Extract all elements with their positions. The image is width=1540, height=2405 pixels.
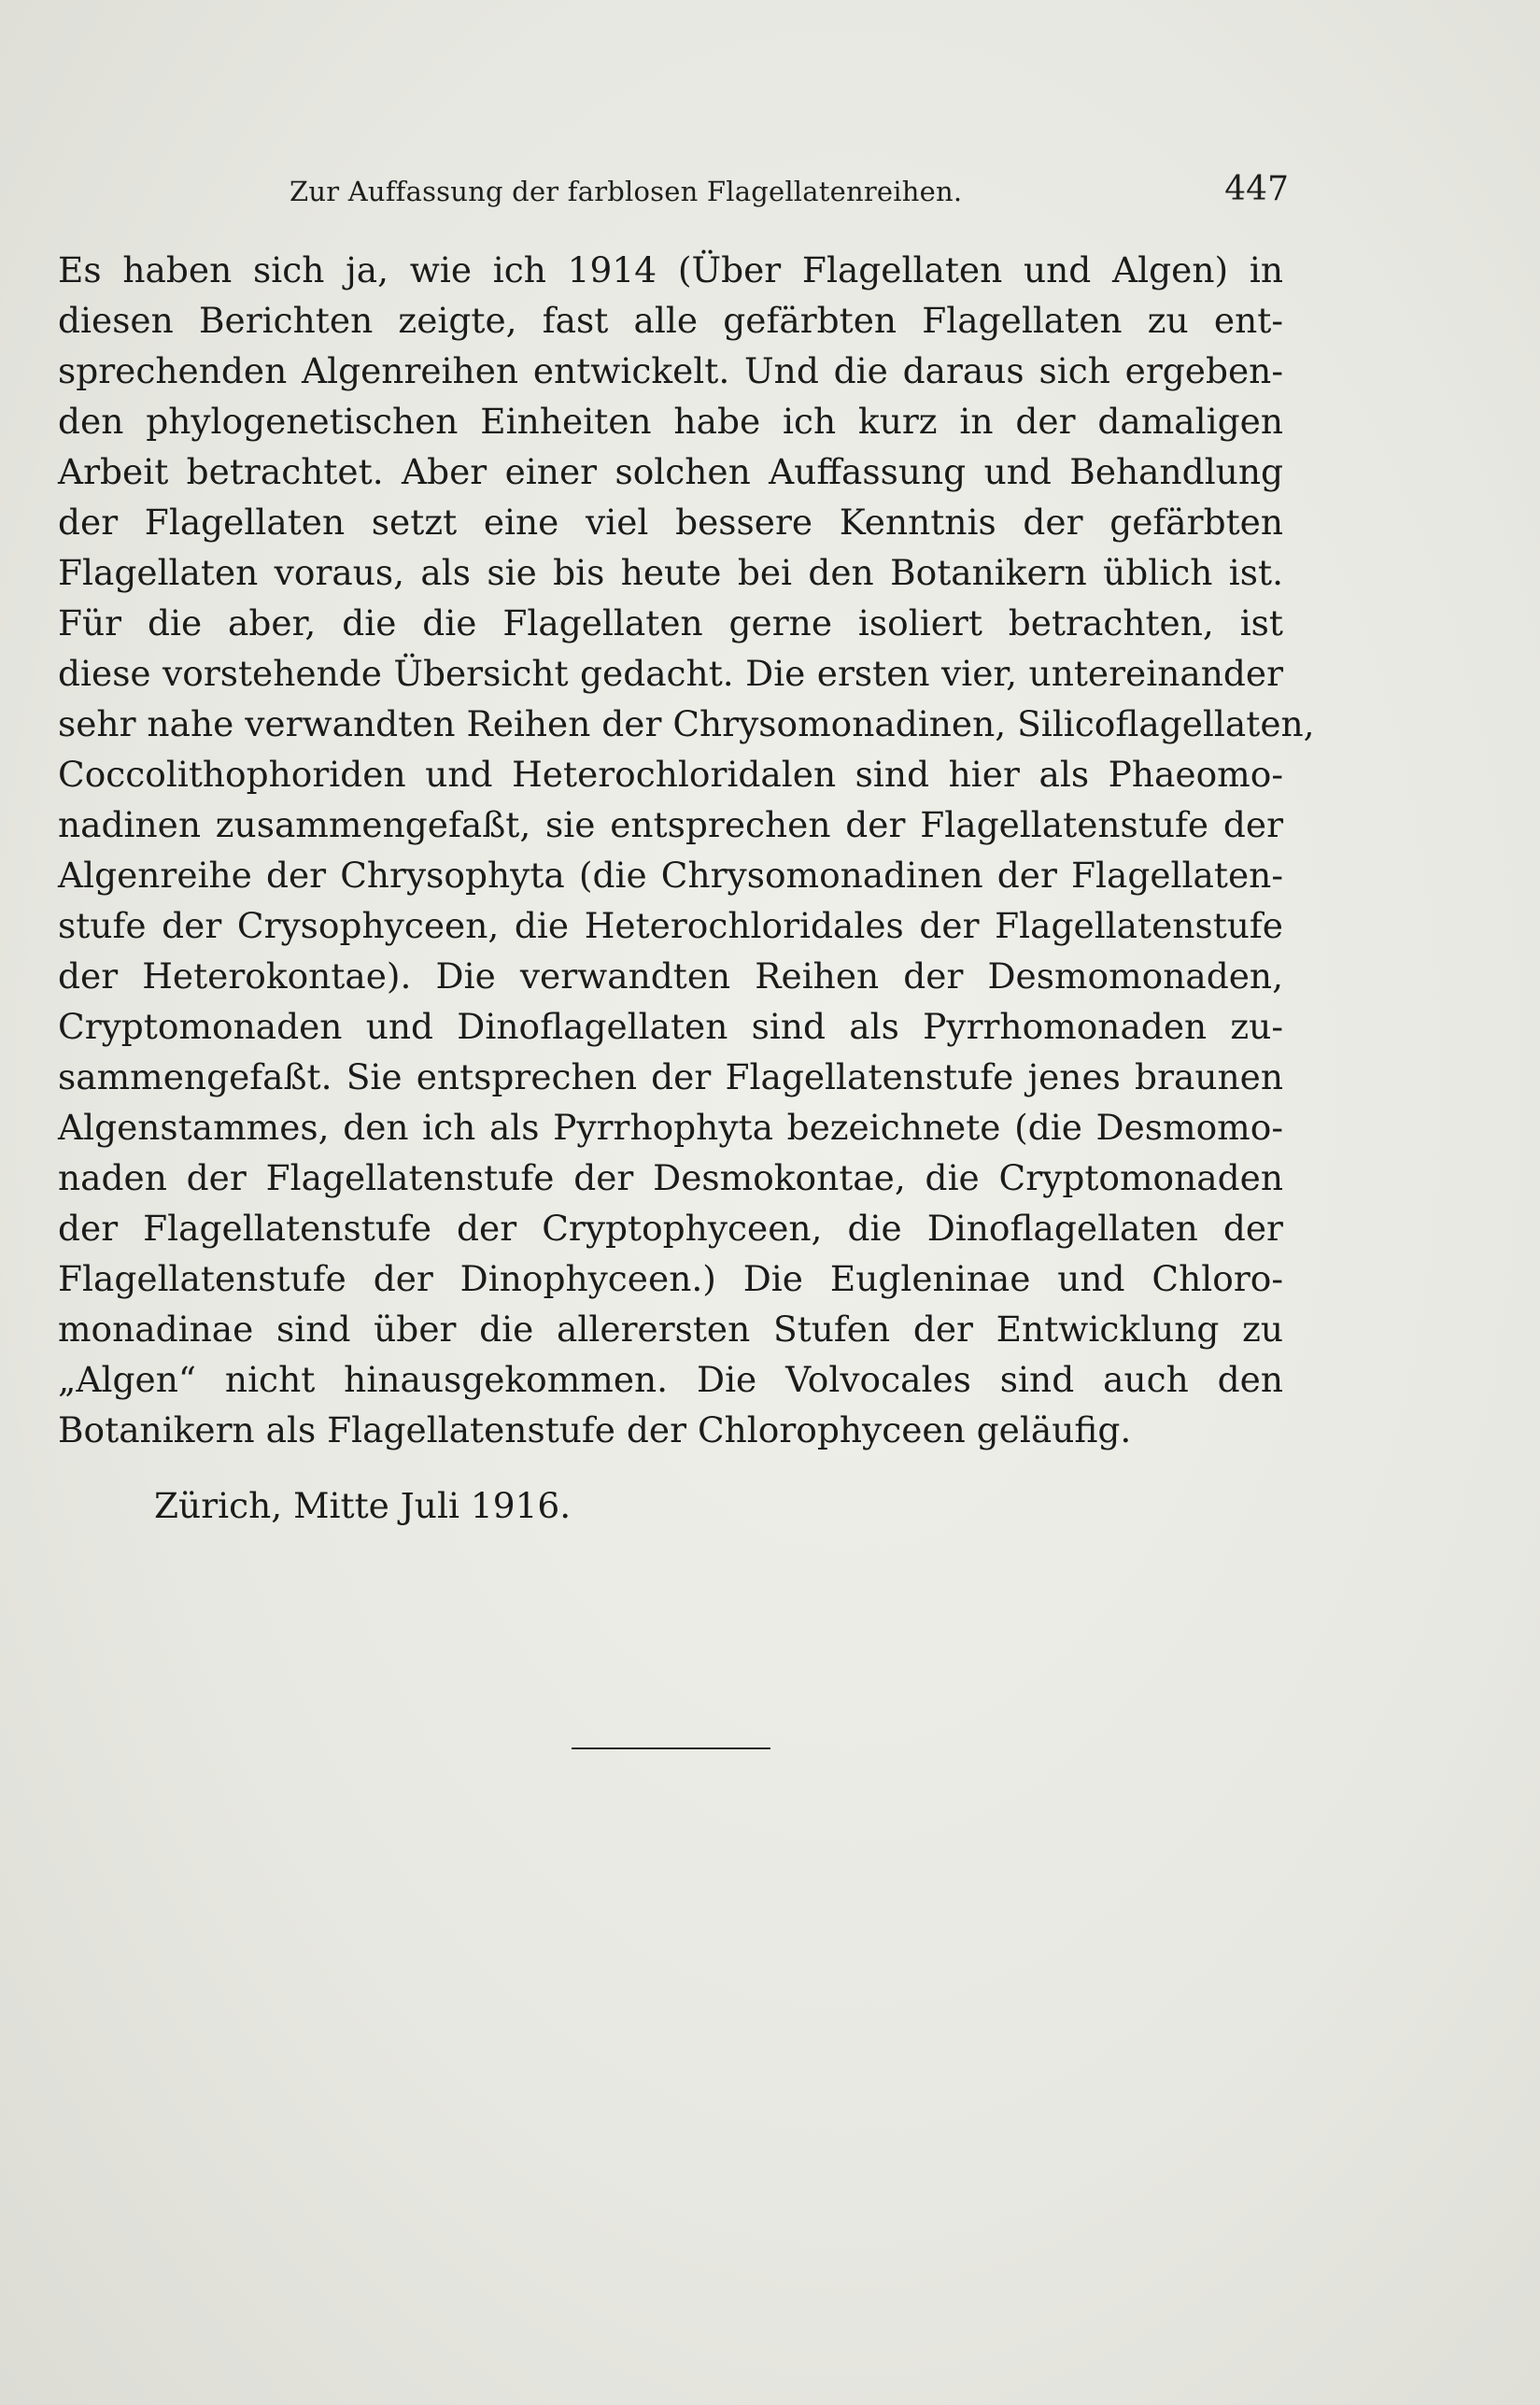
text-line: naden der Flagellatenstufe der Desmokontae, die Cryptomonaden [58, 1157, 1283, 1198]
text-line: stufe der Crysophyceen, die Heterochloridales der Flagellatenstufe [58, 905, 1283, 946]
place-date-line: Zürich, Mitte Juli 1916. [154, 1485, 572, 1526]
text-line: Algenreihe der Chrysophyta (die Chrysomonadinen der Flagellaten- [58, 855, 1283, 896]
page-number: 447 [1224, 170, 1289, 208]
end-divider [572, 1747, 770, 1749]
text-line: Coccolithophoriden und Heterochloridalen sind hier als Phaeomo- [58, 754, 1283, 795]
text-line: der Heterokontae). Die verwandten Reihen der Desmomonaden, [58, 955, 1283, 997]
body-paragraph [58, 245, 1315, 1455]
text-line: der Flagellatenstufe der Cryptophyceen, die Dinoflagellaten der [58, 1208, 1283, 1249]
text-line: Arbeit betrachtet. Aber einer solchen Auffassung und Behandlung [58, 451, 1283, 492]
text-line: sprechenden Algenreihen entwickelt. Und die daraus sich ergeben- [58, 350, 1283, 391]
text-line: sehr nahe verwandten Reihen der Chrysomonadinen, Silicoflagellaten, [58, 703, 1315, 744]
text-line: nadinen zusammengefaßt, sie entsprechen der Flagellatenstufe der [58, 804, 1283, 845]
text-line: „Algen“ nicht hinausgekommen. Die Volvocales sind auch den [58, 1359, 1283, 1400]
text-line: Es haben sich ja, wie ich 1914 (Über Flagellaten und Algen) in [58, 249, 1283, 290]
text-line: Algenstammes, den ich als Pyrrhophyta bezeichnete (die Desmomo- [58, 1107, 1283, 1148]
text-line: Flagellaten voraus, als sie bis heute bei den Botanikern üblich ist. [58, 552, 1283, 593]
text-line: diese vorstehende Übersicht gedacht. Die ersten vier, untereinander [58, 653, 1283, 694]
running-header [290, 168, 1289, 215]
running-title: Zur Auffassung der farblosen Flagellatenreihen. [290, 176, 963, 207]
text-line: Flagellatenstufe der Dinophyceen.) Die Eugleninae und Chloro- [58, 1258, 1283, 1299]
text-line: Botanikern als Flagellatenstufe der Chlorophyceen geläufig. [58, 1409, 1132, 1450]
text-line: diesen Berichten zeigte, fast alle gefärbten Flagellaten zu ent- [58, 300, 1283, 341]
text-line: monadinae sind über die allerersten Stufen der Entwicklung zu [58, 1309, 1283, 1350]
text-line: Cryptomonaden und Dinoflagellaten sind als Pyrrhomonaden zu- [58, 1006, 1283, 1047]
text-line: den phylogenetischen Einheiten habe ich kurz in der damaligen [58, 401, 1283, 442]
text-line: sammengefaßt. Sie entsprechen der Flagellatenstufe jenes braunen [58, 1056, 1283, 1097]
text-line: der Flagellaten setzt eine viel bessere Kenntnis der gefärbten [58, 502, 1283, 543]
text-line: Für die aber, die die Flagellaten gerne isoliert betrachten, ist [58, 602, 1283, 644]
